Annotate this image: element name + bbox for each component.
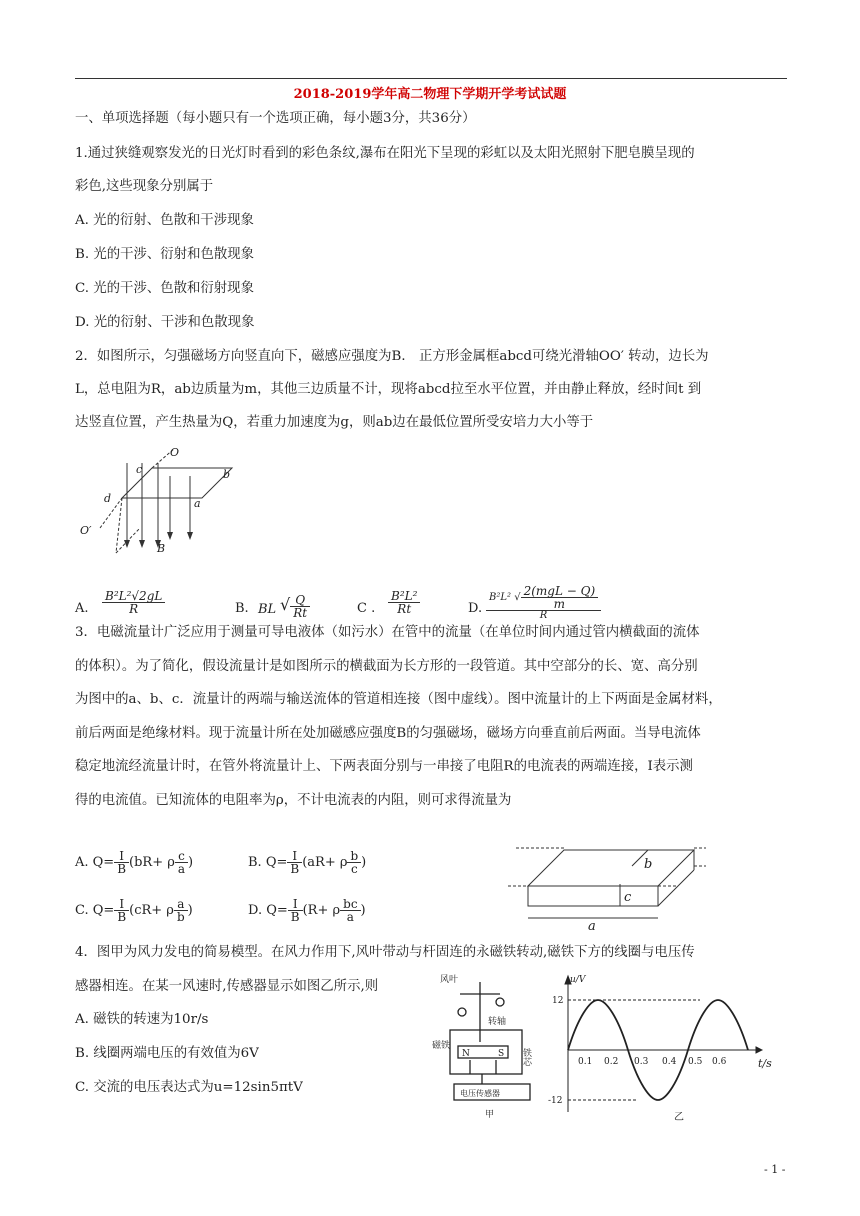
- graph-tick-0.1: 0.1: [578, 1057, 593, 1067]
- q2-d-den: R: [539, 610, 548, 621]
- q2-stem-line1: 2．如图所示，匀强磁场方向竖直向下，磁感应强度为B． 正方形金属框abcd可绕光滑轴OO′ 转动，边长为: [75, 349, 709, 364]
- fig-label-c: c: [136, 463, 143, 476]
- q3-stem-line2: 的体积）。为了简化，假设流量计是如图所示的横截面为长方形的一段管道。其中空部分的长、宽、高分别: [75, 659, 698, 674]
- fig-label-o: O: [170, 448, 180, 459]
- graph-label-yi: 乙: [674, 1112, 684, 1122]
- q3-stem-line6: 得的电流值。已知流体的电阻率为ρ，不计电流表的内阻，则可求得流量为: [75, 793, 512, 808]
- q1-option-a: A. 光的衍射、色散和干涉现象: [75, 213, 254, 228]
- q2-option-b-formula: √ $\frac{Q}{Rt}$: [280, 594, 310, 619]
- q2-b-prefix: BL: [258, 602, 277, 617]
- graph-tick-0.4: 0.4: [662, 1057, 677, 1067]
- q2-a-den: R: [129, 602, 139, 616]
- fig-label-d: d: [104, 492, 112, 505]
- page-title: 2018-2019学年高二物理下学期开学考试试题: [293, 87, 567, 102]
- graph-tick-0.6: 0.6: [712, 1057, 727, 1067]
- q2-option-b-label: B.: [235, 601, 249, 616]
- gen-label-s: S: [498, 1049, 505, 1059]
- q4-option-c: C. 交流的电压表达式为u=12sin5πtV: [75, 1080, 303, 1095]
- q2-b-den: Rt: [293, 606, 308, 620]
- q2-a-num: B²L²√2gL: [102, 590, 165, 603]
- q1-option-b: B. 光的干涉、衍射和色散现象: [75, 247, 255, 262]
- fig-label-b: b: [223, 468, 231, 481]
- q2-d-inner-den: m: [553, 597, 566, 611]
- header-rule: [75, 78, 787, 79]
- graph-tick-0.2: 0.2: [604, 1057, 619, 1067]
- q2-option-c-label: C .: [357, 601, 376, 616]
- q3-stem-line1: 3．电磁流量计广泛应用于测量可导电液体（如污水）在管中的流量（在单位时间内通过管内横截面的流体: [75, 625, 700, 640]
- q1-stem-line1: 1.通过狭缝观察发光的日光灯时看到的彩色条纹,瀑布在阳光下呈现的彩虹以及太阳光照射下肥皂膜呈现的: [75, 146, 695, 161]
- gen-label-tiexin: 铁芯: [521, 1048, 531, 1066]
- q2-stem-line3: 达竖直位置，产生热量为Q，若重力加速度为g，则ab边在最低位置所受安培力大小等于: [75, 415, 594, 430]
- graph-ypos: 12: [552, 996, 564, 1006]
- q3-option-d: D. Q= $\frac{I}{B}$ (R+ ρ $\frac{bc}{a}$ ): [248, 897, 366, 924]
- fig-label-o-prime: O′: [80, 524, 92, 537]
- graph-tick-0.3: 0.3: [634, 1057, 649, 1067]
- gen-label-citie: 磁铁: [432, 1041, 451, 1051]
- q3-stem-line5: 稳定地流经流量计时，在管外将流量计上、下两表面分别与一串接了电阻R的电流表的两端连接，I表示测: [75, 759, 693, 774]
- q2-option-c-formula: [388, 590, 420, 615]
- q4-voltage-graph: [548, 972, 778, 1122]
- q4-option-a: A. 磁铁的转速为10r/s: [75, 1012, 209, 1027]
- q3-stem-line3: 为图中的a、b、c．流量计的两端与输送流体的管道相连接（图中虚线）。图中流量计的上下两面是金属材料，: [75, 692, 722, 707]
- graph-xlabel: t/s: [758, 1057, 772, 1070]
- q4-option-b: B. 线圈两端电压的有效值为6V: [75, 1046, 259, 1061]
- q1-option-c: C. 光的干涉、色散和衍射现象: [75, 281, 254, 296]
- q2-figure-frame: [80, 448, 260, 563]
- gen-label-zhuanzhou: 转轴: [488, 1017, 507, 1027]
- q3-option-a: A. Q= $\frac{I}{B}$ (bR+ ρ $\frac{c}{a}$ ): [75, 849, 194, 876]
- fig-label-a: a: [194, 497, 201, 510]
- q1-option-d: D. 光的衍射、干涉和色散现象: [75, 315, 255, 330]
- gen-label-fengye: 风叶: [440, 975, 459, 985]
- graph-ylabel: u/V: [570, 975, 586, 985]
- q2-d-prefix: B²L²: [489, 592, 512, 603]
- q2-stem-line2: L，总电阻为R，ab边质量为m，其他三边质量不计，现将abcd拉至水平位置，并由静止释放，经时间t 到: [75, 382, 702, 397]
- flowmeter-label-c: c: [624, 890, 632, 905]
- q2-c-den: Rt: [397, 602, 412, 616]
- q3-flowmeter-figure: [508, 838, 708, 938]
- q2-b-num: Q: [290, 594, 310, 607]
- page-number: - 1 -: [764, 1163, 786, 1176]
- q4-generator-figure: [430, 972, 550, 1122]
- q4-stem-line2: 感器相连。在某一风速时,传感器显示如图乙所示,则: [75, 979, 379, 994]
- q2-option-a-formula: [102, 590, 165, 615]
- graph-tick-0.5: 0.5: [688, 1057, 703, 1067]
- gen-label-n: N: [462, 1049, 470, 1059]
- q2-c-num: B²L²: [388, 590, 420, 603]
- q1-stem-line2: 彩色,这些现象分别属于: [75, 179, 214, 194]
- q2-option-a-label: A.: [75, 601, 89, 616]
- q3-stem-line4: 前后两面是绝缘材料。现于流量计所在处加磁感应强度B的匀强磁场，磁场方向垂直前后两面。当导电流体: [75, 726, 701, 741]
- q3-option-c: C. Q= $\frac{I}{B}$ (cR+ ρ $\frac{a}{b}$ ): [75, 897, 193, 924]
- flowmeter-label-a: a: [588, 919, 596, 934]
- graph-yneg: -12: [548, 1096, 563, 1106]
- q3-option-b: B. Q= $\frac{I}{B}$ (aR+ ρ $\frac{b}{c}$ ): [248, 849, 367, 876]
- q4-stem-line1: 4．图甲为风力发电的简易模型。在风力作用下,风叶带动与杆固连的永磁铁转动,磁铁下方的线圈与电压传: [75, 945, 695, 960]
- gen-label-sensor: 电压传感器: [460, 1089, 500, 1098]
- fig-label-field-b: B: [157, 542, 166, 555]
- q2-option-d-label: D.: [468, 601, 483, 616]
- q2-option-d-formula: B²L² √ $\frac{\text{2(mgL − Q)}}{m}$ R: [486, 585, 601, 621]
- gen-label-jia: 甲: [485, 1110, 495, 1120]
- flowmeter-label-b: b: [644, 857, 653, 872]
- q2-d-inner-num: 2(mgL − Q): [521, 585, 599, 598]
- section-heading: 一、单项选择题（每小题只有一个选项正确，每小题3分，共36分）: [75, 111, 476, 126]
